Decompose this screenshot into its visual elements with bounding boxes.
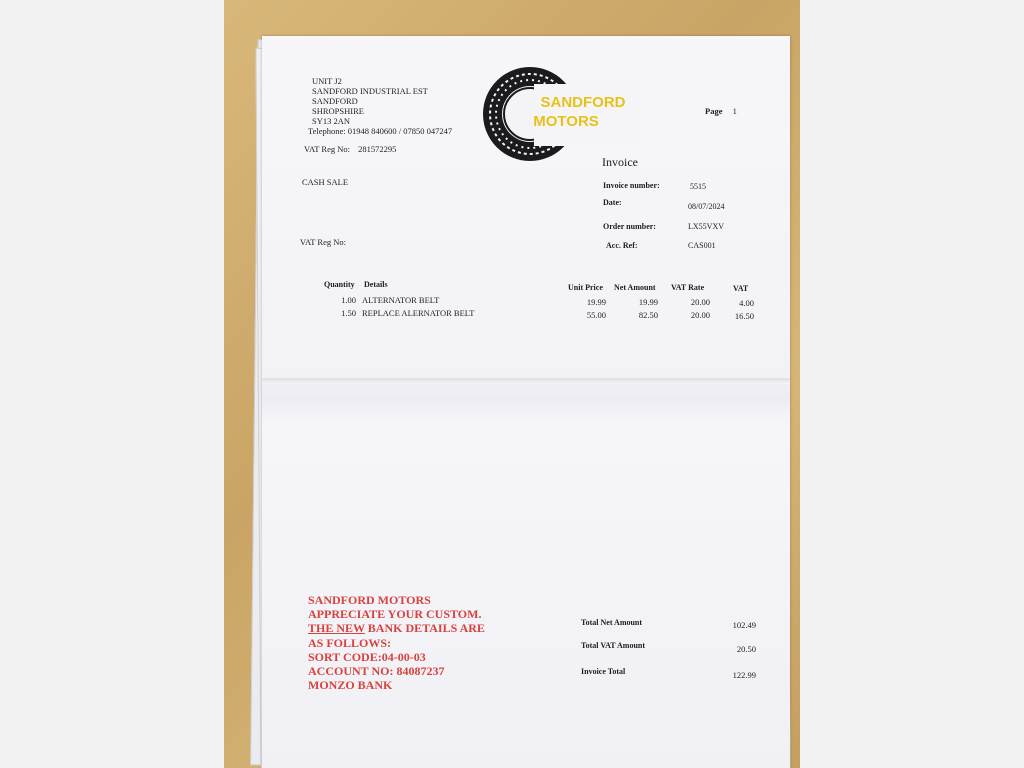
row1-unit-price: 19.99 xyxy=(586,297,606,307)
row1-vat-rate: 20.00 xyxy=(690,297,710,307)
note-line-rest: BANK DETAILS ARE xyxy=(364,621,485,636)
address-line: SANDFORD INDUSTRIAL EST xyxy=(312,86,428,96)
header-details: Details xyxy=(364,280,388,289)
date-label: Date: xyxy=(603,198,622,207)
row2-vat: 16.50 xyxy=(734,311,754,321)
total-vat-value: 20.50 xyxy=(736,644,756,654)
row1-quantity: 1.00 xyxy=(341,295,356,305)
total-net-value: 102.49 xyxy=(732,620,756,630)
company-vat-reg xyxy=(304,144,396,154)
vat-reg-value: 281572295 xyxy=(358,144,397,154)
row2-quantity: 1.50 xyxy=(341,308,356,318)
total-net-label: Total Net Amount xyxy=(581,618,643,627)
order-number-label: Order number: xyxy=(603,222,656,231)
note-line xyxy=(308,621,485,635)
customer-vat-reg-label: VAT Reg No: xyxy=(300,237,346,247)
order-number-value: LX55VXV xyxy=(688,222,724,231)
invoice-sheet xyxy=(262,36,790,768)
note-line: ACCOUNT NO: 84087237 xyxy=(308,664,445,679)
invoice-total-value: 122.99 xyxy=(732,670,756,680)
sandford-motors-logo xyxy=(480,64,640,168)
address-line: SY13 2AN xyxy=(312,116,351,126)
logo-text-line1: SANDFORD xyxy=(540,94,626,111)
note-line: AS FOLLOWS: xyxy=(308,635,392,650)
note-line: MONZO BANK xyxy=(308,678,393,693)
row1-vat: 4.00 xyxy=(739,298,754,308)
address-line: SHROPSHIRE xyxy=(312,106,364,116)
paper-fold xyxy=(262,378,790,384)
row1-details: ALTERNATOR BELT xyxy=(362,295,440,305)
customer-name: CASH SALE xyxy=(302,177,349,187)
invoice-number-value: 5515 xyxy=(690,182,706,191)
row2-vat-rate: 20.00 xyxy=(690,310,710,320)
desk-surface xyxy=(224,0,800,768)
company-address xyxy=(308,76,453,136)
page-number: 1 xyxy=(732,106,737,116)
acc-ref-value: CAS001 xyxy=(688,241,716,250)
vat-reg-label: VAT Reg No: xyxy=(304,144,350,154)
row2-net-amount: 82.50 xyxy=(638,310,658,320)
page-indicator xyxy=(705,106,737,116)
note-line: SANDFORD MOTORS xyxy=(308,593,431,607)
header-vat-rate: VAT Rate xyxy=(671,283,705,292)
note-underlined: THE NEW xyxy=(308,621,365,636)
address-line: UNIT J2 xyxy=(312,76,342,86)
invoice-number-label: Invoice number: xyxy=(603,181,660,190)
header-vat: VAT xyxy=(733,284,749,293)
total-vat-label: Total VAT Amount xyxy=(581,641,646,650)
note-line: APPRECIATE YOUR CUSTOM. xyxy=(308,607,482,622)
page-label: Page xyxy=(705,106,723,116)
document-title: Invoice xyxy=(602,155,638,169)
row1-net-amount: 19.99 xyxy=(638,297,658,307)
row2-details: REPLACE ALERNATOR BELT xyxy=(362,308,475,318)
logo-text-line2: MOTORS xyxy=(533,113,599,130)
header-net-amount: Net Amount xyxy=(614,283,656,292)
address-line: SANDFORD xyxy=(312,96,358,106)
bank-details-note xyxy=(308,593,485,692)
note-line: SORT CODE:04-00-03 xyxy=(308,649,426,664)
date-value: 08/07/2024 xyxy=(688,202,725,211)
invoice-total-label: Invoice Total xyxy=(581,667,626,676)
acc-ref-label: Acc. Ref: xyxy=(606,241,638,250)
tyre-icon xyxy=(480,64,640,168)
row2-unit-price: 55.00 xyxy=(586,310,606,320)
header-quantity: Quantity xyxy=(324,280,355,289)
header-unit-price: Unit Price xyxy=(568,283,603,292)
telephone: Telephone: 01948 840600 / 07850 047247 xyxy=(308,126,453,136)
